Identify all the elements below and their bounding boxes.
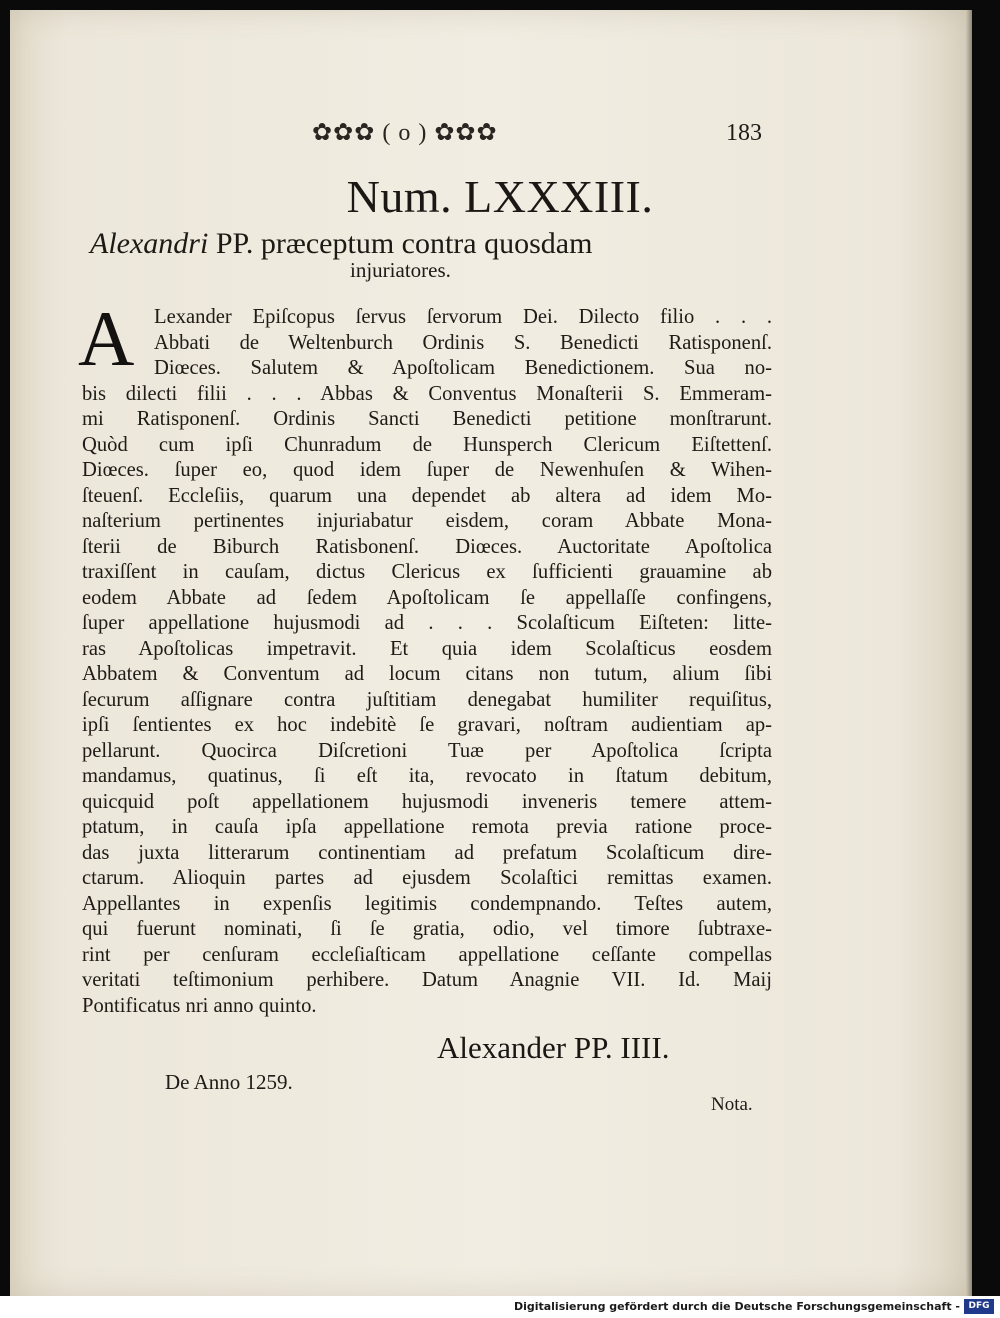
body-line: Lexander Epiſcopus ſervus ſervorum Dei. Dilecto filio . . . [154,306,772,328]
header-ornament: ✿✿✿ ( o ) ✿✿✿ [312,120,498,146]
body-line: rint per cenſuram eccleſiaſticam appellatione ceſſante compellas [82,943,772,966]
body-line: veritati teſtimonium perhibere. Datum Anagnie VII. Id. Maij [82,969,772,991]
body-line: eodem Abbate ad ſedem Apoſtolicam ſe appellaſſe confingens, [82,586,772,609]
body-line: Pontificatus nri anno quinto. [82,994,317,1017]
signature: Alexander PP. IIII. [437,1030,670,1065]
body-line: traxiſſent in cauſam, dictus Clericus ex ſufficienti grauamine ab [82,561,772,583]
body-line: ſteuenſ. Eccleſiis, quarum una dependet ab altera ad idem Mo- [82,484,772,507]
body-line: Diœces. Salutem & Apoſtolicam Benedictionem. Sua no- [154,357,772,379]
body-line: Appellantes in expenſis legitimis condempnando. Teſtes autem, [82,892,772,915]
footer-credit: Digitalisierung gefördert durch die Deutsche Forschungsgemeinschaft - [513,1300,960,1313]
body-line: ctarum. Alioquin partes ad ejusdem Scolaſtici remittas examen. [82,867,772,889]
body-line: Abbatem & Conventum ad locum citans non tutum, alium ſibi [82,663,772,685]
document-title: Num. LXXXIII. [346,171,654,222]
body-line: das juxta litterarum continentiam ad prefatum Scolaſticum dire- [82,841,772,864]
page-number: 183 [726,120,762,146]
subtitle-rest: PP. præceptum contra quosdam [208,227,593,260]
catchword: Nota. [711,1094,753,1115]
body-line: ſecurum aſſignare contra juſtitiam denegabat humiliter requiſitus, [82,688,772,711]
subtitle-line2: injuriatores. [350,258,451,282]
body-text [82,305,772,1019]
body-line: Diœces. ſuper eo, quod idem ſuper de Newenhuſen & Wihen- [82,459,772,481]
body-line: ſuper appellatione hujusmodi ad . . . Scolaſticum Eiſteten: litte- [82,612,772,634]
document-subtitle [90,228,770,260]
body-line: ſterii de Biburch Ratisbonenſ. Diœces. Auctoritate Apoſtolica [82,535,772,558]
body-line: bis dilecti filii . . . Abbas & Conventus Monaſterii S. Emmeram- [82,382,772,405]
drop-capital: A [78,295,135,382]
body-line: quicquid poſt appellationem hujusmodi inveneris temere attem- [82,790,772,813]
body-line: qui fuerunt nominati, ſi ſe gratia, odio, vel timore ſubtraxe- [82,918,772,940]
body-line: ptatum, in cauſa ipſa appellatione remota previa ratione proce- [82,816,772,838]
dfg-logo-icon: DFG [964,1299,994,1314]
body-line: ipſi ſentientes ex hoc indebitè ſe gravari, noſtram audientiam ap- [82,714,772,736]
body-line: Abbati de Weltenburch Ordinis S. Benedicti Ratisponenſ. [154,331,772,354]
page-header [0,118,1000,158]
body-line: naſterium pertinentes injuriabatur eisdem, coram Abbate Mona- [82,510,772,532]
body-line: pellarunt. Quocirca Diſcretioni Tuæ per Apoſtolica ſcripta [82,739,772,762]
date-line: De Anno 1259. [165,1070,293,1094]
body-line: Quòd cum ipſi Chunradum de Hunsperch Clericum Eiſtettenſ. [82,433,772,456]
subtitle-italic: Alexandri [90,227,209,260]
footer-bar [0,1296,1000,1318]
body-line: ras Apoſtolicas impetravit. Et quia idem Scolaſticus eosdem [82,637,772,660]
body-line: mandamus, quatinus, ſi eſt ita, revocato in ſtatum debitum, [82,765,772,787]
body-line: mi Ratisponenſ. Ordinis Sancti Benedicti petitione monſtrarunt. [82,408,772,430]
